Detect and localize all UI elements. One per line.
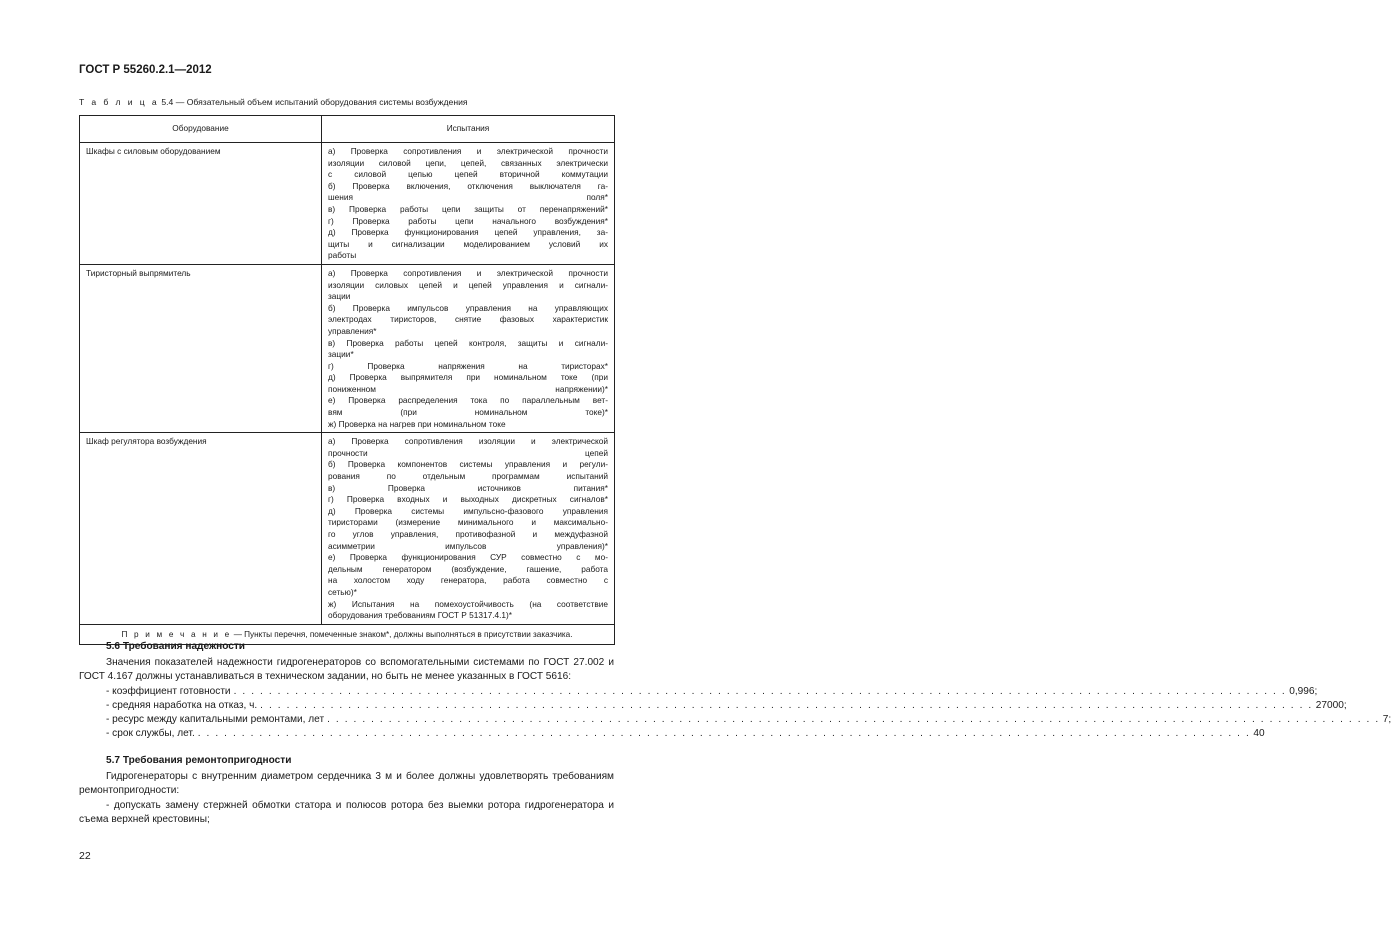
dot-leader: . . . . . . . . . . . . . . . . . . . . . . . . . . . . . . . . . . . . . . . . . . . . . . . . . . . . . . . . . . . . . . . . . . . . . . . . . . . . . . . . . . . . . . . . . . . . . . . . . . . . . . . . . . . . . . . . . . . . . . . . (327, 714, 1380, 726)
test-line: прочности цепей (328, 447, 608, 458)
equipment-cell: Шкафы с силовым оборудованием (80, 143, 322, 265)
test-line: рования по отдельным программам испытаний (328, 471, 608, 482)
equipment-tests-table (79, 115, 615, 645)
test-line: г) Проверка работы цепи начального возбуждения* (328, 215, 608, 226)
test-line: работы (328, 250, 357, 261)
equipment-cell: Шкаф регулятора возбуждения (80, 433, 322, 625)
document-header: ГОСТ Р 55260.2.1—2012 (79, 64, 212, 76)
test-line: электродах тиристоров, снятие фазовых характеристик (328, 314, 608, 325)
test-line: оборудования требованиям ГОСТ Р 51317.4.1)* (328, 610, 513, 621)
table-caption (79, 97, 468, 107)
reliability-item (79, 713, 1391, 727)
test-line: на холостом ходу генератора, работа совместно с (328, 575, 608, 586)
reliability-item-value: 7; (1382, 714, 1391, 726)
reliability-item-label: - средняя наработка на отказ, ч. (106, 699, 258, 711)
test-line: а) Проверка сопротивления изоляции и электрической (328, 436, 608, 447)
table-note-label: П р и м е ч а н и е (121, 629, 232, 639)
test-line: управления* (328, 325, 377, 336)
table-row (80, 433, 615, 625)
section-5-6 (79, 640, 1391, 741)
test-line: изоляции силовых цепей и цепей управления и сигнали- (328, 279, 608, 290)
test-line: е) Проверка функционирования СУР совместно с мо- (328, 552, 608, 563)
reliability-item-label: - ресурс между капитальными ремонтами, лет (106, 714, 325, 726)
test-line: в) Проверка работы цепи защиты от перенапряжений* (328, 203, 608, 214)
table-caption-label: Т а б л и ц а (79, 97, 159, 107)
test-line: сетью)* (328, 586, 357, 597)
section-title: 5.7 Требования ремонтопригодности (106, 755, 292, 766)
tests-cell (322, 264, 615, 432)
test-line: б) Проверка импульсов управления на управляющих (328, 302, 608, 313)
test-line: а) Проверка сопротивления и электрической прочности (328, 146, 608, 156)
column-header-tests: Испытания (322, 116, 615, 143)
test-line: г) Проверка входных и выходных дискретных сигналов* (328, 494, 608, 505)
test-line: зации* (328, 349, 354, 360)
reliability-item-label: - срок службы, лет. (106, 728, 195, 740)
section-paragraph: Гидрогенераторы с внутренним диаметром сердечника 3 м и более должны удовлетворять требованиям ремонтопригодности: (79, 771, 614, 797)
test-line: б) Проверка компонентов системы управления и регули- (328, 459, 608, 470)
dot-leader: . . . . . . . . . . . . . . . . . . . . . . . . . . . . . . . . . . . . . . . . . . . . . . . . . . . . . . . . . . . . . . . . . . . . . . . . . . . . . . . . . . . . . . . . . . . . . . . . . . . . . . . . . . . . . . . . . . . . . . . . (260, 699, 1313, 711)
tests-cell (322, 433, 615, 625)
section-title: 5.6 Требования надежности (106, 641, 245, 652)
reliability-item-label: - коэффициент готовности (106, 685, 231, 697)
section-5-7 (79, 754, 614, 827)
table-caption-text: 5.4 — Обязательный объем испытаний оборудования системы возбуждения (159, 97, 468, 107)
equipment-cell: Тиристорный выпрямитель (80, 264, 322, 432)
test-line: го углов управления, противофазной и междуфазной (328, 529, 608, 539)
reliability-item-value: 40 (1253, 728, 1265, 740)
test-line: г) Проверка напряжения на тиристорах* (328, 360, 608, 371)
test-line: б) Проверка включения, отключения выключателя га- (328, 180, 608, 191)
tests-cell (322, 143, 615, 265)
test-line: в) Проверка источников питания* (328, 482, 608, 493)
table-row (80, 143, 615, 265)
reliability-item (79, 685, 1318, 699)
test-line: щиты и сигнализации моделированием условий их (328, 238, 608, 249)
test-line: вям (при номинальном токе)* (328, 407, 608, 418)
test-line: асимметрии импульсов управления)* (328, 540, 608, 551)
test-line: в) Проверка работы цепей контроля, защиты и сигнали- (328, 337, 608, 348)
column-header-equipment: Оборудование (80, 116, 322, 143)
test-line: ж) Испытания на помехоустойчивость (на соответствие (328, 598, 608, 609)
table-header-row (80, 116, 615, 143)
reliability-item (79, 699, 1347, 713)
test-line: д) Проверка функционирования цепей управления, за- (328, 227, 608, 238)
test-line: е) Проверка распределения тока по параллельным вет- (328, 395, 608, 406)
page-number: 22 (79, 850, 91, 862)
section-paragraph: Значения показателей надежности гидрогенераторов со вспомогательными системами по ГОСТ 27.002 и ГОСТ 4.167 должны устанавливаться в техническом задании, но быть не менее указанных в ГОСТ 5616: (79, 657, 614, 683)
reliability-item (79, 727, 1265, 741)
test-line: изоляции силовой цепи, цепей, связанных электрически (328, 157, 608, 168)
reliability-item-value: 27000; (1315, 699, 1347, 711)
test-line: а) Проверка сопротивления и электрической прочности (328, 267, 608, 278)
test-line: шения поля* (328, 192, 608, 203)
test-line: д) Проверка системы импульсно-фазового управления (328, 505, 608, 516)
reliability-list (79, 685, 1391, 742)
test-line: с силовой цепью цепей вторичной коммутации (328, 169, 608, 180)
table-row (80, 264, 615, 432)
table-note-text: — Пункты перечня, помеченные знаком*, должны выполняться в присутствии заказчика. (231, 629, 573, 639)
test-line: ж) Проверка на нагрев при номинальном токе (328, 418, 506, 429)
test-line: дельным генератором (возбуждение, гашение, работа (328, 563, 608, 574)
reliability-item-value: 0,996; (1289, 685, 1318, 697)
test-line: д) Проверка выпрямителя при номинальном токе (при (328, 372, 608, 383)
section-list-item: - допускать замену стержней обмотки статора и полюсов ротора без выемки ротора гидрогенератора и съема верхней крестовины; (79, 799, 614, 825)
test-line: тиристорами (измерение минимального и максимально- (328, 517, 608, 528)
test-line: пониженном напряжении)* (328, 383, 608, 394)
test-line: зации (328, 291, 351, 302)
dot-leader: . . . . . . . . . . . . . . . . . . . . . . . . . . . . . . . . . . . . . . . . . . . . . . . . . . . . . . . . . . . . . . . . . . . . . . . . . . . . . . . . . . . . . . . . . . . . . . . . . . . . . . . . . . . . . . . . . . . . . . . . (233, 685, 1287, 697)
dot-leader: . . . . . . . . . . . . . . . . . . . . . . . . . . . . . . . . . . . . . . . . . . . . . . . . . . . . . . . . . . . . . . . . . . . . . . . . . . . . . . . . . . . . . . . . . . . . . . . . . . . . . . . . . . . . . . . . . . . . . . . . (197, 728, 1251, 740)
